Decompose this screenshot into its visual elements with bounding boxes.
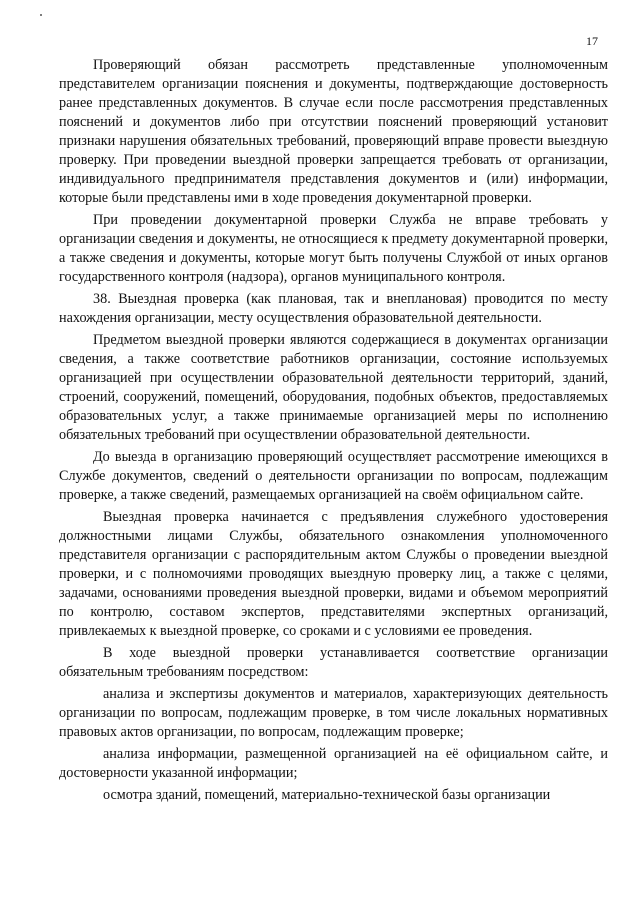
list-item-website-analysis: анализа информации, размещенной организацией на её официальном сайте, и достоверности указанной информации; (59, 746, 608, 781)
paragraph-review-explanations: Проверяющий обязан рассмотреть представленные уполномоченным представителем организации пояснения и документы, подтверждающие достоверность ранее представленных документов. В случае если после рассмотрения представленных пояснений и документов либо при отсутствии пояснений проверяющий установит признаки нарушения обязательных требований, проверяющий вправе провести выездную проверку. При проведении выездной проверки запрещается требовать от организации, индивидуального предпринимателя представления документов и (или) информации, которые были представлены ими в ходе проведения документарной проверки. (59, 57, 608, 206)
paragraph-item-38: 38. Выездная проверка (как плановая, так и внеплановая) проводится по месту нахождения организации, месту осуществления образовательной деятельности. (59, 291, 608, 326)
list-item-document-analysis: анализа и экспертизы документов и материалов, характеризующих деятельность организации по вопросам, подлежащим проверке, в том числе локальных нормативных правовых актов организации, по вопросам, подлежащим проверке; (59, 686, 608, 740)
paragraph-compliance-intro: В ходе выездной проверки устанавливается соответствие организации обязательным требованиям посредством: (59, 645, 608, 680)
list-item-premises-inspection: осмотра зданий, помещений, материально-технической базы организации (103, 787, 551, 803)
paragraph-documentary-restrictions: При проведении документарной проверки Служба не вправе требовать у организации сведения и документы, не относящиеся к предмету документарной проверки, а также сведения и документы, которые могут быть получены Службой от иных органов государственного контроля (надзора), органов муниципального контроля. (59, 212, 608, 285)
paragraph-inspection-start: Выездная проверка начинается с предъявления служебного удостоверения должностными лицами Службы, обязательного ознакомления уполномоченного представителя организации с распорядительным актом Службы о проведении выездной проверки, и с полномочиями проводящих выездную проверку лиц, а также с целями, задачами, основаниями проведения выездной проверки, видами и объемом мероприятий по контролю, составом экспертов, представителями экспертных организаций, привлекаемых к выездной проверке, со сроками и с условиями ее проведения. (59, 509, 608, 639)
page-number: 17 (586, 34, 598, 48)
paragraph-subject-of-inspection: Предметом выездной проверки являются содержащиеся в документах организации сведения, а также соответствие работников организации, состояние используемых организацией при осуществлении образовательной деятельности территорий, зданий, строений, сооружений, помещений, оборудования, подобных объектов, предоставляемых образовательных услуг, а также принимаемые организацией меры по исполнению обязательных требований при осуществлении образовательной деятельности. (59, 332, 608, 443)
paragraph-before-visit: До выезда в организацию проверяющий осуществляет рассмотрение имеющихся в Службе документов, сведений о деятельности организации по вопросам, подлежащим проверке, а также сведений, размещаемых организацией на своём официальном сайте. (59, 449, 608, 503)
document-body (59, 56, 608, 808)
scan-speck (40, 14, 42, 16)
